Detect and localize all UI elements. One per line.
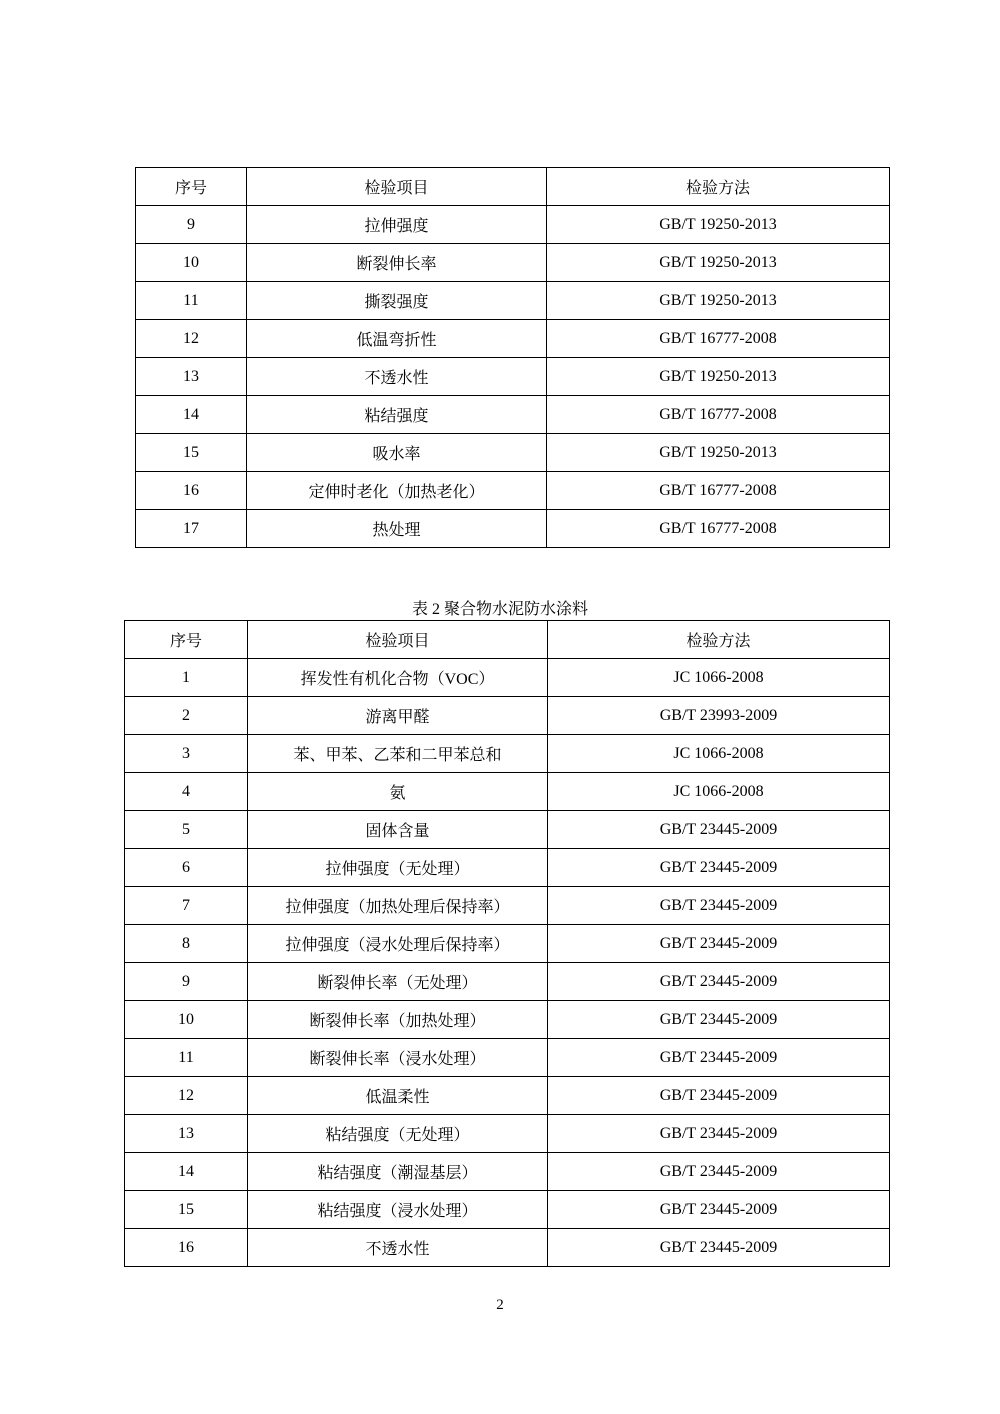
table-body (136, 206, 890, 548)
table-row (125, 1191, 890, 1229)
cell-index: 14 (136, 396, 247, 434)
cell-index: 11 (136, 282, 247, 320)
cell-index: 2 (125, 697, 248, 735)
cell-method: GB/T 23445-2009 (548, 1115, 890, 1153)
cell-method: GB/T 23445-2009 (548, 849, 890, 887)
cell-index: 8 (125, 925, 248, 963)
cell-method: GB/T 23445-2009 (548, 1039, 890, 1077)
table-row (125, 849, 890, 887)
cell-method: JC 1066-2008 (548, 773, 890, 811)
cell-method: GB/T 19250-2013 (547, 206, 890, 244)
header-index: 序号 (136, 168, 247, 206)
cell-method: GB/T 19250-2013 (547, 244, 890, 282)
table-header-row (136, 168, 890, 206)
cell-item: 拉伸强度（无处理） (248, 849, 548, 887)
cell-method: GB/T 19250-2013 (547, 358, 890, 396)
table-row (136, 396, 890, 434)
cell-index: 15 (125, 1191, 248, 1229)
cell-method: GB/T 16777-2008 (547, 510, 890, 548)
cell-index: 12 (136, 320, 247, 358)
cell-item: 断裂伸长率（浸水处理） (248, 1039, 548, 1077)
cell-item: 拉伸强度（加热处理后保持率） (248, 887, 548, 925)
table-row (136, 244, 890, 282)
cell-item: 断裂伸长率 (247, 244, 547, 282)
cell-index: 6 (125, 849, 248, 887)
cell-index: 12 (125, 1077, 248, 1115)
table-row (125, 1039, 890, 1077)
table-row (136, 358, 890, 396)
cell-index: 15 (136, 434, 247, 472)
table-row (136, 472, 890, 510)
cell-index: 4 (125, 773, 248, 811)
cell-item: 不透水性 (248, 1229, 548, 1267)
table-row (125, 659, 890, 697)
cell-item: 氨 (248, 773, 548, 811)
table-row (125, 963, 890, 1001)
cell-index: 7 (125, 887, 248, 925)
cell-item: 低温柔性 (248, 1077, 548, 1115)
cell-method: GB/T 23445-2009 (548, 1077, 890, 1115)
header-index: 序号 (125, 621, 248, 659)
cell-method: GB/T 23445-2009 (548, 1229, 890, 1267)
table-row (125, 697, 890, 735)
cell-item: 低温弯折性 (247, 320, 547, 358)
cell-item: 苯、甲苯、乙苯和二甲苯总和 (248, 735, 548, 773)
cell-item: 拉伸强度（浸水处理后保持率） (248, 925, 548, 963)
cell-index: 10 (125, 1001, 248, 1039)
cell-index: 17 (136, 510, 247, 548)
cell-method: GB/T 16777-2008 (547, 320, 890, 358)
cell-item: 断裂伸长率（无处理） (248, 963, 548, 1001)
cell-index: 1 (125, 659, 248, 697)
table-row (136, 206, 890, 244)
table-header-row (125, 621, 890, 659)
cell-method: GB/T 19250-2013 (547, 434, 890, 472)
cell-method: GB/T 23445-2009 (548, 811, 890, 849)
cell-index: 11 (125, 1039, 248, 1077)
header-item: 检验项目 (248, 621, 548, 659)
cell-item: 热处理 (247, 510, 547, 548)
table-row (125, 925, 890, 963)
cell-item: 粘结强度（浸水处理） (248, 1191, 548, 1229)
table-row (136, 282, 890, 320)
table-2-caption: 表 2 聚合物水泥防水涂料 (411, 601, 588, 618)
cell-method: GB/T 23445-2009 (548, 1153, 890, 1191)
table-row (125, 887, 890, 925)
cell-item: 不透水性 (247, 358, 547, 396)
cell-index: 14 (125, 1153, 248, 1191)
cell-method: GB/T 16777-2008 (547, 472, 890, 510)
table-row (136, 510, 890, 548)
cell-method: GB/T 23445-2009 (548, 963, 890, 1001)
cell-item: 挥发性有机化合物（VOC） (248, 659, 548, 697)
cell-item: 粘结强度 (247, 396, 547, 434)
cell-item: 粘结强度（潮湿基层） (248, 1153, 548, 1191)
cell-index: 9 (125, 963, 248, 1001)
cell-index: 10 (136, 244, 247, 282)
cell-method: GB/T 16777-2008 (547, 396, 890, 434)
cell-item: 吸水率 (247, 434, 547, 472)
cell-method: GB/T 23993-2009 (548, 697, 890, 735)
table-row (136, 434, 890, 472)
cell-method: JC 1066-2008 (548, 735, 890, 773)
cell-index: 9 (136, 206, 247, 244)
cell-item: 拉伸强度 (247, 206, 547, 244)
table-row (125, 735, 890, 773)
header-method: 检验方法 (548, 621, 890, 659)
inspection-table-1 (135, 167, 890, 548)
table-row (125, 1077, 890, 1115)
table-row (125, 773, 890, 811)
cell-method: GB/T 23445-2009 (548, 1191, 890, 1229)
cell-item: 断裂伸长率（加热处理） (248, 1001, 548, 1039)
table-row (125, 1001, 890, 1039)
cell-index: 13 (125, 1115, 248, 1153)
cell-method: GB/T 23445-2009 (548, 1001, 890, 1039)
cell-item: 固体含量 (248, 811, 548, 849)
cell-index: 3 (125, 735, 248, 773)
cell-index: 5 (125, 811, 248, 849)
page-number: 2 (496, 1297, 504, 1313)
table-row (125, 1153, 890, 1191)
cell-index: 13 (136, 358, 247, 396)
table-row (125, 1229, 890, 1267)
cell-item: 游离甲醛 (248, 697, 548, 735)
cell-method: GB/T 19250-2013 (547, 282, 890, 320)
table-row (125, 811, 890, 849)
cell-item: 定伸时老化（加热老化） (247, 472, 547, 510)
cell-item: 撕裂强度 (247, 282, 547, 320)
cell-index: 16 (136, 472, 247, 510)
header-method: 检验方法 (547, 168, 890, 206)
cell-method: GB/T 23445-2009 (548, 925, 890, 963)
header-item: 检验项目 (247, 168, 547, 206)
cell-method: JC 1066-2008 (548, 659, 890, 697)
cell-method: GB/T 23445-2009 (548, 887, 890, 925)
table-row (136, 320, 890, 358)
cell-item: 粘结强度（无处理） (248, 1115, 548, 1153)
cell-index: 16 (125, 1229, 248, 1267)
table-body (125, 659, 890, 1267)
table-row (125, 1115, 890, 1153)
inspection-table-2 (124, 620, 890, 1267)
